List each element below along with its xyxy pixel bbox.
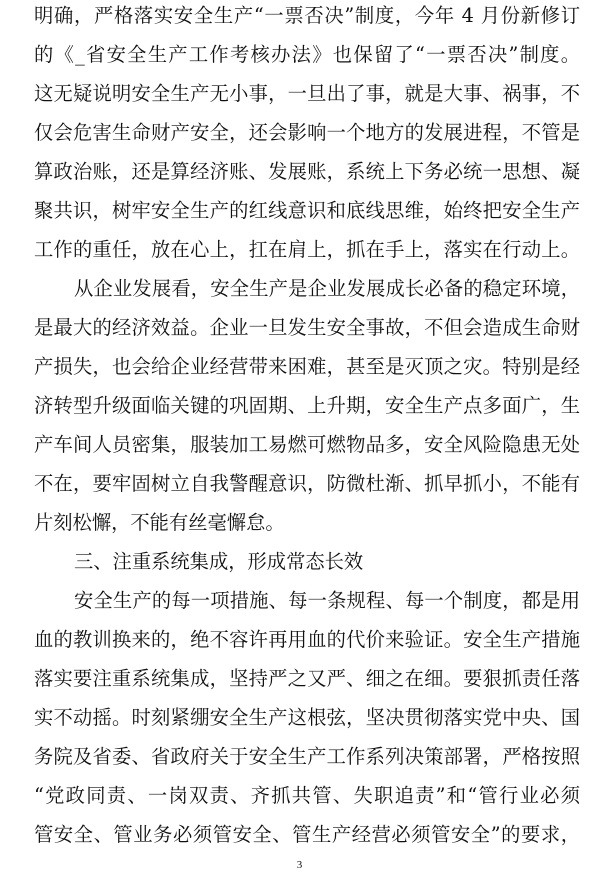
section-heading: 三、注重系统集成，形成常态长效 <box>74 550 364 573</box>
text-line-7: 工作的重任，放在心上，扛在肩上，抓在手上，落实在行动上。 <box>34 238 580 261</box>
text-line-5: 算政治账，还是算经济账、发展账，系统上下务必统一思想、凝 <box>34 160 580 183</box>
text-line-20: 务院及省委、省政府关于安全生产工作系列决策部署，严格按照 <box>34 745 580 768</box>
text-line-12: 产车间人员密集，服装加工易燃可燃物品多，安全风险隐患无处 <box>34 433 580 456</box>
text-line-3: 这无疑说明安全生产无小事，一旦出了事，就是大事、祸事，不 <box>34 82 580 105</box>
text-line-21: “党政同责、一岗双责、齐抓共管、失职追责”和“管行业必须 <box>34 784 580 807</box>
text-line-10: 产损失，也会给企业经营带来困难，甚至是灭顶之灾。特别是经 <box>34 355 580 378</box>
text-line-11: 济转型升级面临关键的巩固期、上升期，安全生产点多面广，生 <box>34 394 580 417</box>
text-line-18: 落实要注重系统集成，坚持严之又严、细之在细。要狠抓责任落 <box>34 667 580 690</box>
text-line-9: 是最大的经济效益。企业一旦发生安全事故，不但会造成生命财 <box>34 316 580 339</box>
text-line-1: 明确，严格落实安全生产“一票否决”制度，今年 4 月份新修订 <box>34 4 580 27</box>
paragraph-start-line: 安全生产的每一项措施、每一条规程、每一个制度，都是用 <box>74 589 580 612</box>
text-line-17: 血的教训换来的，绝不容许再用血的代价来验证。安全生产措施 <box>34 628 580 651</box>
text-line-13: 不在，要牢固树立自我警醒意识，防微杜渐、抓早抓小，不能有 <box>34 472 580 495</box>
paragraph-start-line: 从企业发展看，安全生产是企业发展成长必备的稳定环境， <box>74 277 580 300</box>
text-line-2: 的《_省安全生产工作考核办法》也保留了“一票否决”制度。 <box>34 43 580 66</box>
text-line-6: 聚共识，树牢安全生产的红线意识和底线思维，始终把安全生产 <box>34 199 580 222</box>
paragraph-end-line: 片刻松懈，不能有丝毫懈怠。 <box>34 511 285 534</box>
text-line-22: 管安全、管业务必须管安全、管生产经营必须管安全”的要求， <box>34 823 580 846</box>
text-line-19: 实不动摇。时刻紧绷安全生产这根弦，坚决贯彻落实党中央、国 <box>34 706 580 729</box>
text-line-4: 仅会危害生命财产安全，还会影响一个地方的发展进程，不管是 <box>34 121 580 144</box>
page-number: 3 <box>296 859 303 871</box>
